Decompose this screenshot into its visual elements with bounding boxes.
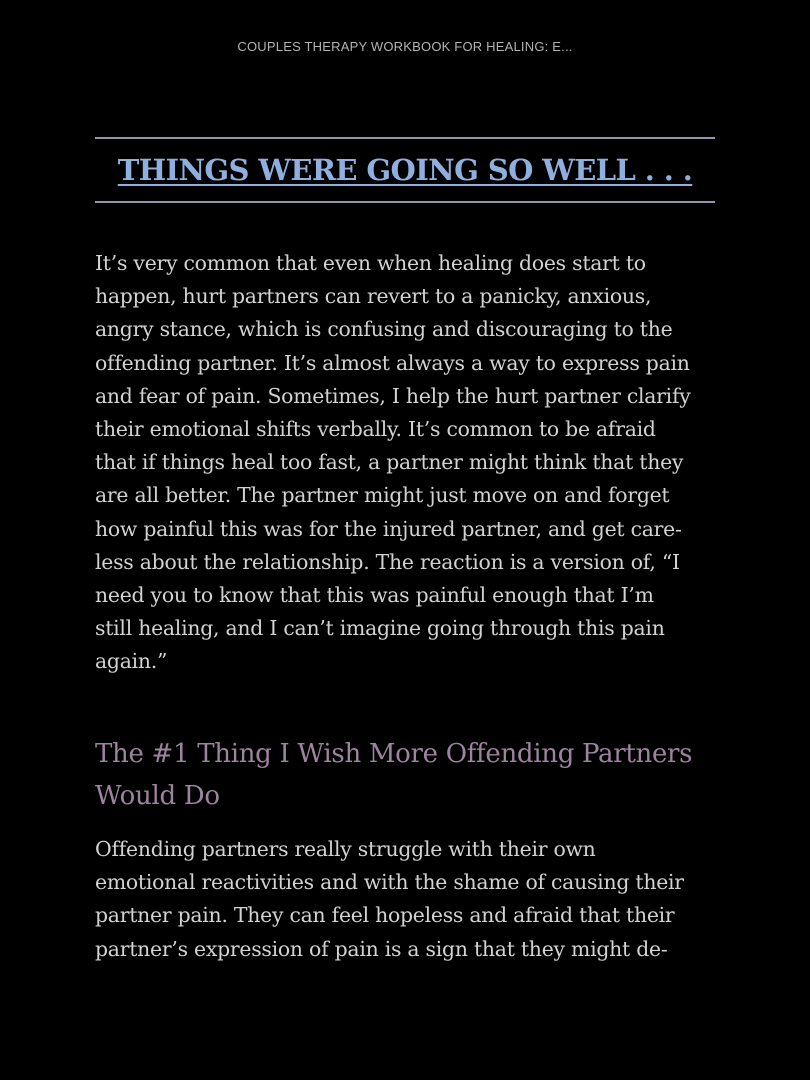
- paragraph-2-line: Offending partners really struggle with their own: [95, 837, 596, 861]
- paragraph-1-line: that if things heal too fast, a partner might think that they: [95, 450, 684, 475]
- reader-page: [95, 137, 715, 961]
- paragraph-1-line: angry stance, which is confusing and discouraging to the: [95, 317, 673, 342]
- section-heading-line: Would Do: [95, 781, 220, 811]
- paragraph-1-line: less about the relationship. The reaction is a version of, “I: [95, 549, 680, 574]
- paragraph-1-line: It’s very common that even when healing does start to: [95, 251, 646, 275]
- paragraph-1-line: again.”: [95, 649, 168, 674]
- paragraph-1-line: need you to know that this was painful enough that I’m: [95, 583, 654, 608]
- paragraph-2-line: partner pain. They can feel hopeless and afraid that their: [95, 903, 675, 928]
- paragraph-2-line: partner’s expression of pain is a sign that they might de-: [95, 936, 668, 961]
- paragraph-1-line: how painful this was for the injured partner, and get care-: [95, 516, 682, 541]
- section-heading-line: The #1 Thing I Wish More Offending Partners: [95, 739, 693, 769]
- section-heading: [95, 733, 692, 817]
- paragraph-1: [95, 247, 691, 679]
- paragraph-1-line: are all better. The partner might just move on and forget: [95, 483, 670, 508]
- chapter-title: THINGS WERE GOING SO WELL . . .: [117, 153, 693, 187]
- paragraph-1-line: still healing, and I can’t imagine going through this pain: [95, 616, 665, 641]
- running-header-book-title: COUPLES THERAPY WORKBOOK FOR HEALING: E...: [237, 39, 573, 54]
- paragraph-1-line: offending partner. It’s almost always a way to express pain: [95, 350, 690, 375]
- paragraph-1-line: and fear of pain. Sometimes, I help the hurt partner clarify: [95, 383, 691, 408]
- paragraph-2: [95, 833, 684, 966]
- paragraph-2-line: emotional reactivities and with the shame of causing their: [95, 870, 684, 895]
- paragraph-1-line: their emotional shifts verbally. It’s common to be afraid: [95, 417, 656, 442]
- chapter-title-box: [95, 137, 715, 203]
- paragraph-1-line: happen, hurt partners can revert to a panicky, anxious,: [95, 284, 652, 309]
